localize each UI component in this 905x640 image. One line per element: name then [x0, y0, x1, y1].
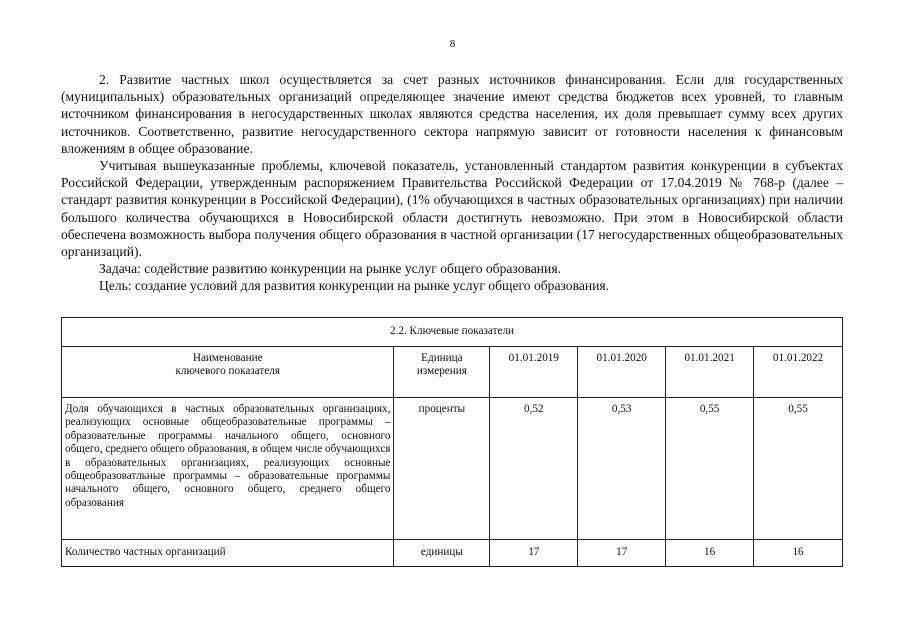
- value-cell: 16: [754, 540, 843, 567]
- value-cell: 0,53: [578, 398, 666, 540]
- paragraph-private-school-financing: 2. Развитие частных школ осуществляется за счет разных источников финансирования. Если для государственных (муниципальных) образовательных организаций определяющее значение имеют средства бюджетов всех уровней, то главным источником финансирования в негосударственных школах являются средства населения, их доля превышает сумму всех других источников. Соответственно, развитие негосударственного сектора напрямую зависит от готовности населения к финансовым вложениям в общее образование.: [61, 72, 843, 156]
- table-caption-row: [62, 318, 843, 347]
- value-cell: 17: [578, 540, 666, 567]
- table-row: [62, 540, 843, 567]
- indicator-name-cell: Количество частных организаций: [62, 540, 394, 567]
- paragraph-key-indicator: Учитывая вышеуказанные проблемы, ключевой показатель, установленный стандартом развития конкуренции в субъектах Российской Федерации, утвержденным распоряжением Правительства Российской Федерации от 17.04.2019 № 768-р (далее – стандарт развития конкуренции в Российской Федерации), (1% обучающихся в частных образовательных организациях) при наличии большого количества обучающихся в Новосибирской области достигнуть невозможно. При этом в Новосибирской области обеспечена возможность выбора получения общего образования в частной организации (17 негосударственных общеобразовательных организаций).: [61, 158, 843, 260]
- body-text: [61, 71, 843, 295]
- value-cell: 17: [490, 540, 578, 567]
- paragraph-goal: Цель: создание условий для развития конкуренции на рынке услуг общего образования.: [99, 278, 610, 294]
- unit-cell: проценты: [394, 398, 490, 540]
- paragraph-task: Задача: содействие развитию конкуренции на рынке услуг общего образования.: [99, 261, 561, 277]
- value-cell: 16: [666, 540, 754, 567]
- header-indicator-name: [62, 347, 394, 398]
- table-header-row: [62, 347, 843, 398]
- value-cell: 0,52: [490, 398, 578, 540]
- header-indicator-name-text: Наименование ключевого показателя: [175, 352, 280, 378]
- page-number: 8: [449, 38, 456, 50]
- header-date: 01.01.2020: [578, 347, 666, 398]
- table-row: [62, 398, 843, 540]
- header-date: 01.01.2019: [490, 347, 578, 398]
- value-cell: 0,55: [666, 398, 754, 540]
- header-unit-text: Единица измерения: [416, 352, 467, 378]
- value-cell: 0,55: [754, 398, 843, 540]
- unit-cell: единицы: [394, 540, 490, 567]
- indicator-name-cell: Доля обучающихся в частных образовательных организациях, реализующих основные общеобразовательные программы – образовательные программы начального общего, основного общего, среднего общего образования, в общем числе обучающихся в образовательных организациях, реализующих основные общеобразоватльные программы – образовательные программы начального общего, основного общего, среднего общего образования: [62, 398, 394, 540]
- key-indicators-table: [61, 317, 843, 567]
- table-caption: 2.2. Ключевые показатели: [62, 318, 843, 347]
- header-date: 01.01.2021: [666, 347, 754, 398]
- header-date: 01.01.2022: [754, 347, 843, 398]
- header-unit: [394, 347, 490, 398]
